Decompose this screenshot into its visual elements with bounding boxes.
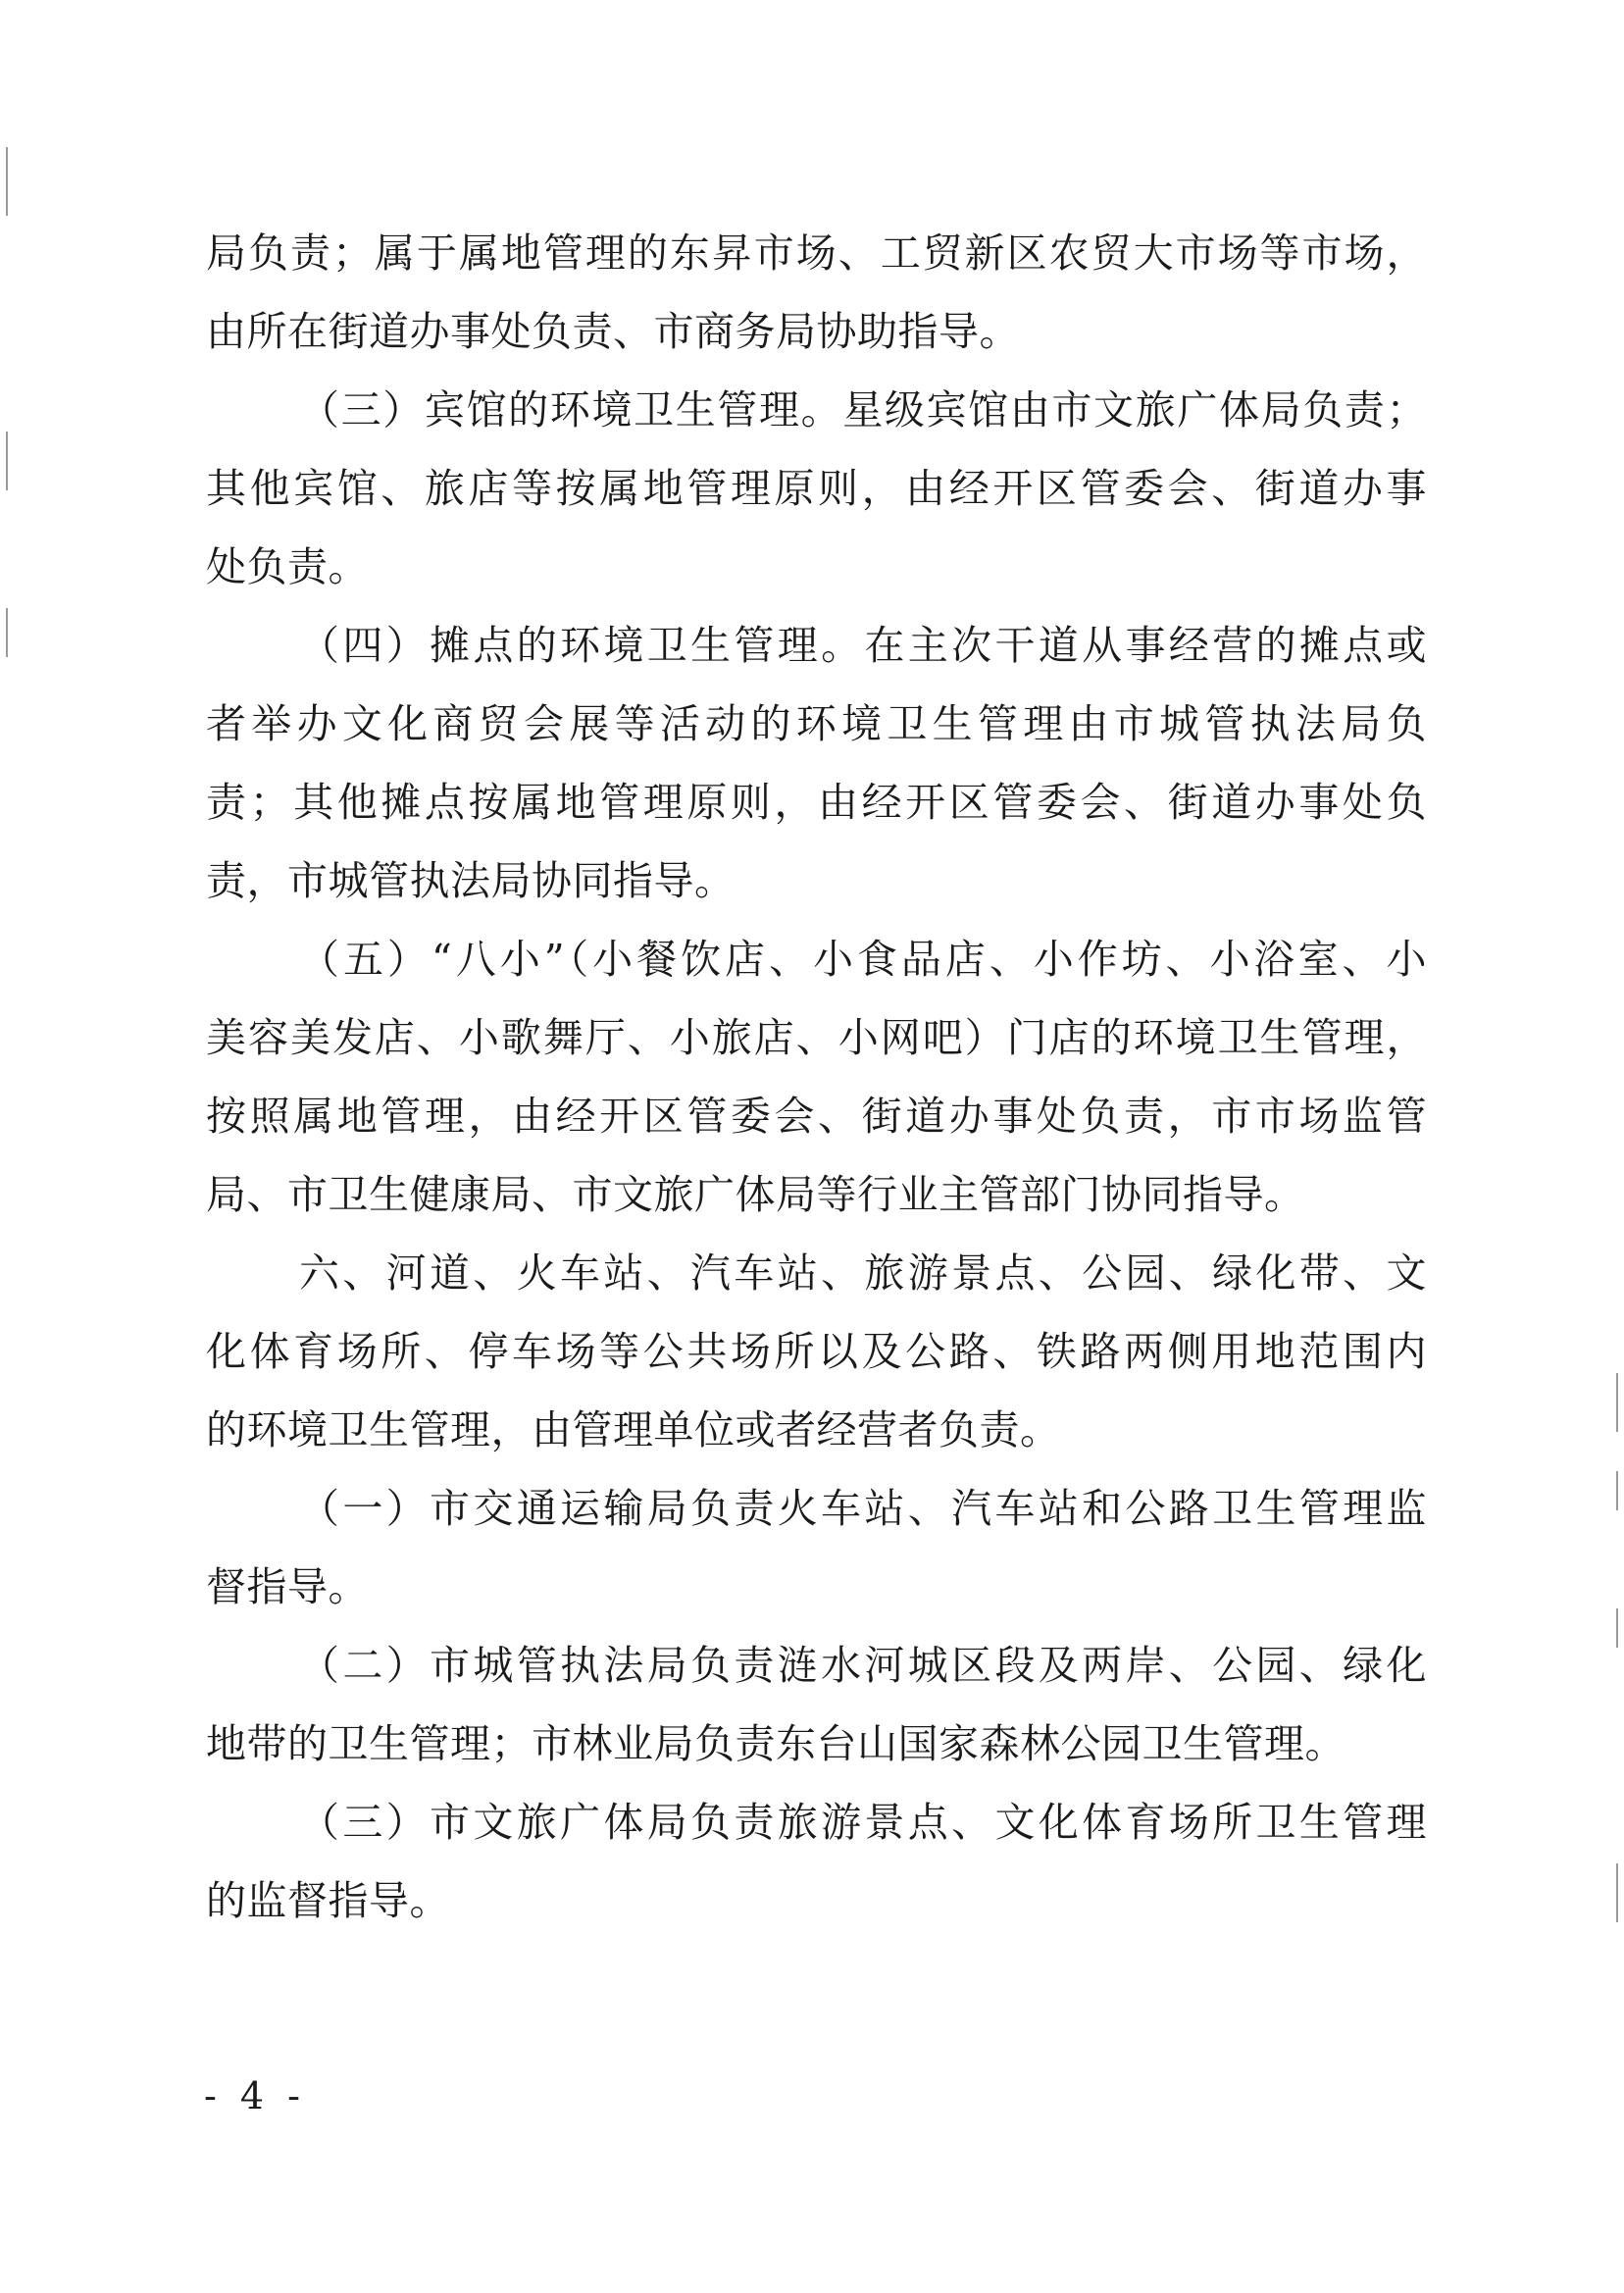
text-line: 责，市城管执法局协同指导。: [206, 857, 736, 904]
text-line: 局负责；属于属地管理的东昇市场、工贸新区农贸大市场等市场，: [206, 229, 1427, 277]
text-line: 的监督指导。: [206, 1877, 450, 1924]
text-line: 处负责。: [206, 543, 369, 590]
text-line: 六、河道、火车站、汽车站、旅游景点、公园、绿化带、文: [299, 1249, 1427, 1297]
text-line: （二）市城管执法局负责涟水河城区段及两岸、公园、绿化: [299, 1642, 1427, 1689]
text-line: （五）“八小”（小餐饮店、小食品店、小作坊、小浴室、小: [299, 936, 1427, 983]
text-line: 督指导。: [206, 1563, 369, 1610]
scan-mark: [1616, 1373, 1618, 1432]
text-line: 责；其他摊点按属地管理原则，由经开区管委会、街道办事处负: [206, 779, 1427, 826]
paragraph: [206, 214, 1427, 371]
paragraph: [206, 920, 1427, 1234]
text-line: 其他宾馆、旅店等按属地管理原则，由经开区管委会、街道办事: [206, 465, 1427, 512]
paragraph: [206, 371, 1427, 606]
page-number: - 4 -: [204, 2074, 307, 2117]
text-line: 由所在街道办事处负责、市商务局协助指导。: [206, 308, 1020, 355]
paragraph: [206, 1234, 1427, 1469]
paragraph: [206, 1626, 1427, 1783]
scan-mark: [1616, 1608, 1618, 1648]
scan-mark: [6, 432, 8, 490]
text-line: （三）宾馆的环境卫生管理。星级宾馆由市文旅广体局负责；: [299, 386, 1427, 433]
text-line: （一）市交通运输局负责火车站、汽车站和公路卫生管理监: [299, 1485, 1427, 1532]
scan-mark: [1616, 1471, 1618, 1510]
document-body: [206, 214, 1427, 1940]
paragraph: [206, 1469, 1427, 1626]
text-line: （四）摊点的环境卫生管理。在主次干道从事经营的摊点或: [299, 622, 1427, 669]
text-line: 美容美发店、小歌舞厅、小旅店、小网吧）门店的环境卫生管理，: [206, 1014, 1427, 1061]
text-line: （三）市文旅广体局负责旅游景点、文化体育场所卫生管理: [299, 1799, 1427, 1846]
scan-mark: [1616, 1863, 1618, 1922]
text-line: 者举办文化商贸会展等活动的环境卫生管理由市城管执法局负: [206, 700, 1427, 747]
text-line: 地带的卫生管理；市林业局负责东台山国家森林公园卫生管理。: [206, 1720, 1345, 1767]
text-line: 局、市卫生健康局、市文旅广体局等行业主管部门协同指导。: [206, 1171, 1305, 1218]
text-line: 按照属地管理，由经开区管委会、街道办事处负责，市市场监管: [206, 1093, 1427, 1140]
scan-mark: [6, 608, 8, 657]
text-line: 化体育场所、停车场等公共场所以及公路、铁路两侧用地范围内: [206, 1328, 1427, 1375]
scan-mark: [6, 147, 8, 216]
paragraph: [206, 606, 1427, 920]
paragraph: [206, 1783, 1427, 1940]
text-line: 的环境卫生管理，由管理单位或者经营者负责。: [206, 1406, 1061, 1453]
